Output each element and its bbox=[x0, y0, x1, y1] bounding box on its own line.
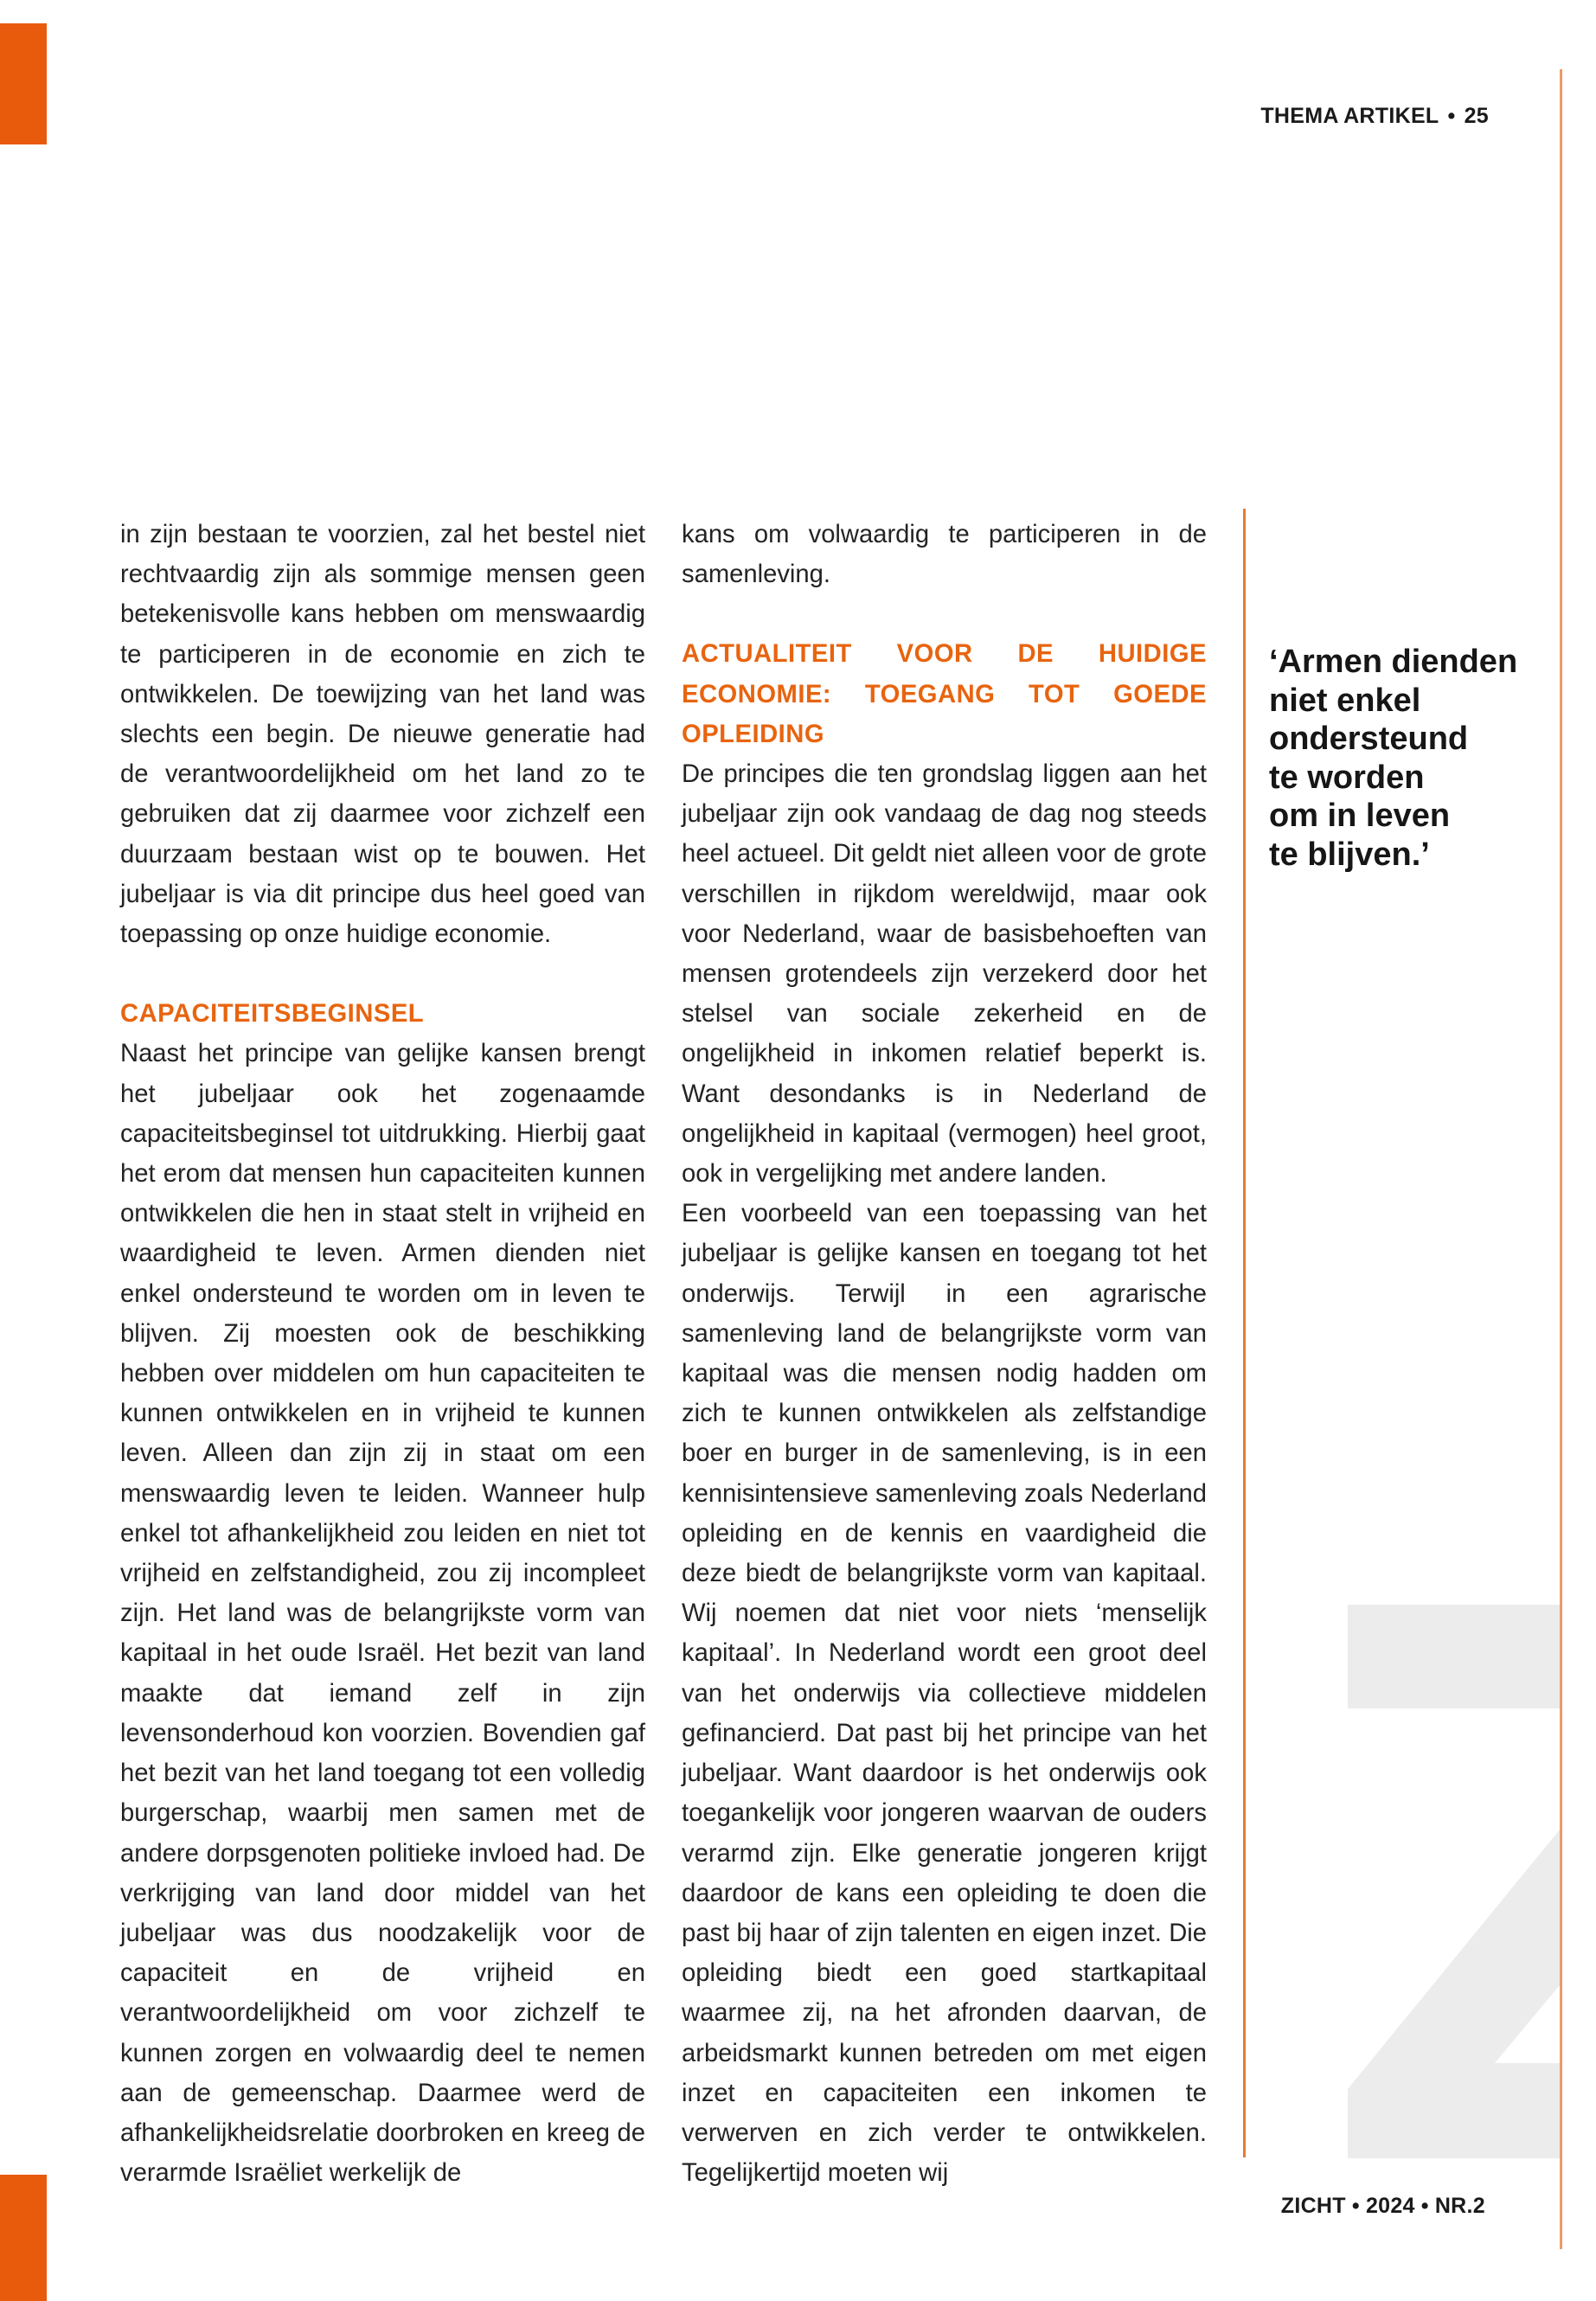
footer-separator: • bbox=[1420, 2194, 1429, 2218]
section-heading: ACTUALITEIT VOOR DE HUIDIGE ECONOMIE: TOEGANG TOT GOEDE OPLEIDING bbox=[682, 640, 1207, 748]
magazine-name: ZICHT bbox=[1280, 2194, 1346, 2218]
accent-bar-top bbox=[0, 23, 47, 144]
section-heading: CAPACITEITSBEGINSEL bbox=[120, 1000, 425, 1029]
pull-quote-line: te blijven.’ bbox=[1269, 836, 1430, 873]
page-number: 25 bbox=[1464, 104, 1489, 128]
running-header bbox=[1260, 104, 1489, 129]
issue-number: NR.2 bbox=[1434, 2194, 1485, 2218]
decorative-z-shape bbox=[1348, 1605, 1560, 2158]
text-column-right bbox=[682, 515, 1207, 2193]
pull-quote-line: te worden bbox=[1269, 759, 1425, 796]
accent-bar-bottom bbox=[0, 2175, 47, 2301]
text-column-left bbox=[120, 515, 645, 2193]
paragraph: in zijn bestaan te voorzien, zal het bestel niet rechtvaardig zijn als sommige mensen geen betekenisvolle kans hebben om menswaardig te participeren in de economie en zich te ontwikkelen. De toewijzing van het land was slechts een begin. De nieuwe generatie had de verantwoordelijkheid om het land zo te gebruiken dat zij daarmee voor zichzelf een duurzaam bestaan wist op te bouwen. Het jubeljaar is via dit principe dus heel goed van toepassing op onze huidige economie. bbox=[120, 521, 645, 949]
footer-separator: • bbox=[1351, 2194, 1360, 2218]
paragraph: Een voorbeeld van een toepassing van het jubeljaar is gelijke kansen en toegang tot het onderwijs. Terwijl in een agrarische samenleving land de belangrijkste vorm van kapitaal was die mensen nodig hadden om zich te kunnen ontwikkelen als zelfstandige boer en burger in de samenleving, is in een kennisintensieve samenleving zoals Nederland opleiding en de kennis en vaardigheid die deze biedt de belangrijkste vorm van kapitaal. Wij noemen dat niet voor niets ‘menselijk kapitaal’. In Nederland wordt een groot deel van het onderwijs via collectieve middelen gefinancierd. Dat past bij het principe van het jubeljaar. Want daardoor is het onderwijs ook toegankelijk voor jongeren waarvan de ouders verarmd zijn. Elke generatie jongeren krijgt daardoor de kans een opleiding te doen die past bij haar of zijn talenten en eigen inzet. Die opleiding biedt een goed startkapitaal waarmee zij, na het afronden daarvan, de arbeidsmarkt kunnen betreden om met eigen inzet en capaciteiten een inkomen te verwerven en zich verder te ontwikkelen. Tegelijkertijd moeten wij bbox=[682, 1200, 1207, 2188]
paragraph: De principes die ten grondslag liggen aan het jubeljaar zijn ook vandaag de dag nog steeds heel actueel. Dit geldt niet alleen voor de grote verschillen in rijkdom wereldwijd, maar ook voor Nederland, waar de basisbehoeften van mensen grotendeels zijn verzekerd door het stelsel van sociale zekerheid en de ongelijkheid in inkomen relatief beperkt is. Want desondanks is in Nederland de ongelijkheid in kapitaal (vermogen) heel groot, ook in vergelijking met andere landen. bbox=[682, 760, 1207, 1189]
paragraph: Naast het principe van gelijke kansen brengt het jubeljaar ook het zogenaamde capaciteitsbeginsel tot uitdrukking. Hierbij gaat het erom dat mensen hun capaciteiten kunnen ontwikkelen die hen in staat stelt in vrijheid en waardigheid te leven. Armen dienden niet enkel ondersteund te worden om in leven te blijven. Zij moesten ook de beschikking hebben over middelen om hun capaciteiten te kunnen ontwikkelen en in vrijheid te kunnen leven. Alleen dan zijn zij in staat om een menswaardig leven te leiden. Wanneer hulp enkel tot afhankelijkheid zou leiden en niet tot vrijheid en zelfstandigheid, zou zij incompleet zijn. Het land was de belangrijkste vorm van kapitaal in het oude Israël. Het bezit van land maakte dat iemand zelf in zijn levensonderhoud kon voorzien. Bovendien gaf het bezit van het land toegang tot een volledig burgerschap, waarbij men samen met de andere dorpsgenoten politieke invloed had. De verkrijging van land door middel van het jubeljaar was dus noodzakelijk voor de capaciteit en de vrijheid en verantwoordelijkheid om voor zichzelf te kunnen zorgen en volwaardig deel te nemen aan de gemeenschap. Daarmee werd de afhankelijkheidsrelatie doorbroken en kreeg de verarmde Israëliet werkelijk de bbox=[120, 1040, 645, 2188]
column-divider-rule bbox=[1243, 509, 1246, 2157]
paragraph: kans om volwaardig te participeren in de samenleving. bbox=[682, 521, 1207, 589]
running-footer bbox=[1281, 2194, 1485, 2219]
header-separator: • bbox=[1447, 104, 1456, 128]
pull-quote-line: ondersteund bbox=[1269, 721, 1469, 757]
pull-quote bbox=[1269, 643, 1546, 874]
pull-quote-line: niet enkel bbox=[1269, 682, 1421, 719]
pull-quote-line: om in leven bbox=[1269, 798, 1451, 834]
pull-quote-line: ‘Armen dienden bbox=[1269, 644, 1518, 680]
issue-year: 2024 bbox=[1365, 2194, 1415, 2218]
page-edge-rule bbox=[1560, 69, 1562, 2249]
section-label: THEMA ARTIKEL bbox=[1260, 104, 1439, 128]
